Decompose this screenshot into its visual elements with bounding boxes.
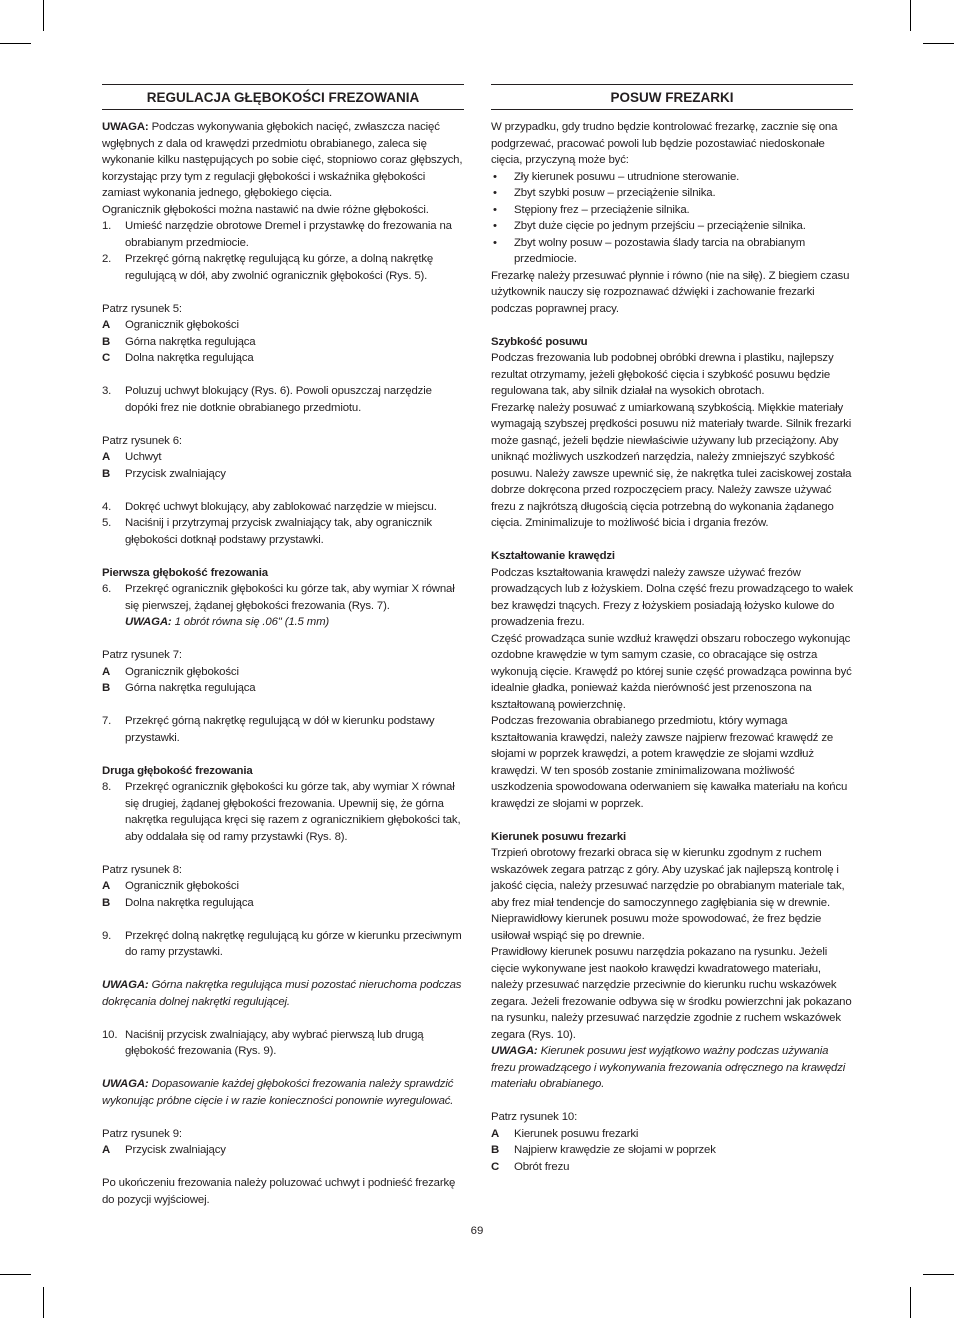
uwaga-text: Podczas wykonywania głębokich nacięć, zwłaszcza nacięć wgłębnych z dala od krawędzi przedmiotu obrabianego, zaleca się wykonanie kilku następujących po sobie cięć, stopniowo coraz głębszych, korzystając przy tym z regulacji głębokości i wskaźnika głębokości zamiast wykonania jednego, głębokiego cięcia. [102, 121, 463, 199]
direction-paragraph-2: Prawidłowy kierunek posuwu narzędzia pokazano na rysunku. Jeżeli cięcie wykonywane jest naokoło krawędzi kwadratowego materiału, należy przesuwać narzędzie przeciwnie do kierunku ruchu wskazówek zegara. Jeżeli frezowanie odbywa się w środku powierzchni jak pokazano na rysunku, należy przesuwać narzędzie zgodnie z ruchem wskazówek zegara (Rys. 10). [491, 946, 852, 1041]
note-upper-nut: UWAGA: Górna nakrętka regulująca musi pozostać nieruchoma podczas dokręcania dolnej nakrętki regulującej. [102, 979, 462, 1008]
subheading-edge-shaping: Kształtowanie krawędzi [491, 550, 615, 562]
closing-paragraph: Po ukończeniu frezowania należy poluzować uchwyt i podnieść frezarkę do pozycji wyjściowej. [102, 1177, 456, 1206]
edge-paragraph-3: Podczas frezowania obrabianego przedmiotu, który wymaga kształtowania krawędzi, należy zawsze najpierw frezować krawędź ze słojami w poprzek krawędzi, a potem krawędzie ze słojami wzdłuż krawędzi. W ten sposób zostanie zminimalizowana możliwość uszkodzenia spowodowana oderwaniem się kawałka materiału na końcu krawędzi ze słojami w poprzek. [491, 715, 848, 810]
speed-paragraph-2: Frezarkę należy posuwać z umiarkowaną szybkością. Miękkie materiały wymagają szybszej prędkości posuwu niż materiały twarde. Silnik frezarki może gasnąć, jeżeli będzie niewłaściwie używany lub przeciążony. Aby uniknąć możliwych uszkodzeń narzędzia, należy zmniejszyć szybkość posuwu. Należy zawsze upewnić się, że nakrętka tulei zaciskowej została dobrze dokręcona przed rozpoczęciem pracy. Należy zawsze używać frezu z najkrótszą długością cięcia potrzebną do wykonania żądanego cięcia. Zminimalizuje to możliwość bicia i drgania frezów. [491, 401, 852, 529]
right-column [491, 84, 853, 1175]
fig10-item-a: A Kierunek posuwu frezarki [491, 1127, 639, 1140]
crop-mark-br-v [910, 1287, 911, 1318]
note-test-cut: UWAGA: Dopasowanie każdej głębokości frezowania należy sprawdzić wykonując próbne cięcie i w razie konieczności ponownie wyregulować. [102, 1078, 454, 1107]
figure-7-ref: Patrz rysunek 7: [102, 649, 182, 661]
figure-6-ref: Patrz rysunek 6: [102, 434, 182, 447]
edge-paragraph-2: Część prowadząca sunie wzdłuż krawędzi obszaru roboczego wykonując ozdobne krawędzie w tym samym czasie, co obracające się ostrza wykonują cięcie. Krawędź po której sunie część prowadząca powinna być idealnie gładka, ponieważ każda nierówność jest przenoszona na kształtowaną powierzchnię. [491, 632, 852, 711]
fig8-item-b: B Dolna nakrętka regulująca [102, 896, 254, 909]
fig7-item-a: A Ogranicznik głębokości [102, 665, 239, 678]
step-3: 3. Poluzuj uchwyt blokujący (Rys. 6). Powoli opuszczaj narzędzie dopóki frez nie dotknie obrabianego przedmiotu. [102, 385, 432, 414]
fig5-item-c: C Dolna nakrętka regulująca [102, 352, 254, 364]
uwaga-label: UWAGA: [102, 121, 149, 133]
subheading-second-depth: Druga głębokość frezowania [102, 764, 253, 777]
left-column [102, 84, 464, 1208]
step-5: 5. Naciśnij i przytrzymaj przycisk zwalniający tak, aby ogranicznik głębokości dotknął podstawy przystawki. [102, 517, 432, 546]
fig5-item-a: A Ogranicznik głębokości [102, 319, 239, 331]
bullet-item: • Zbyt szybki posuw – przeciążenie silnika. [493, 187, 716, 199]
crop-mark-bl-v [43, 1287, 44, 1318]
bullet-item: • Stępiony frez – przeciążenie silnika. [493, 203, 690, 216]
figure-10-ref: Patrz rysunek 10: [491, 1111, 578, 1123]
figure-8-ref: Patrz rysunek 8: [102, 863, 182, 876]
bullet-item: • Zbyt wolny posuw – pozostawia ślady tarcia na obrabianym przedmiocie. [493, 236, 806, 265]
fig6-item-b: B Przycisk zwalniający [102, 467, 226, 480]
page-number: 69 [470, 1225, 484, 1237]
crop-mark-bl-h [0, 1274, 31, 1275]
step-9: 9. Przekręć dolną nakrętkę regulującą ku górze w kierunku przeciwnym do ramy przystawki. [102, 929, 462, 958]
subheading-first-depth: Pierwsza głębokość frezowania [102, 566, 268, 579]
crop-mark-tl-h [0, 43, 31, 44]
section-heading-router-feed: POSUW FREZARKI [491, 84, 853, 110]
fig5-item-b: B Górna nakrętka regulująca [102, 335, 256, 348]
direction-paragraph-1: Trzpień obrotowy frezarki obraca się w kierunku zgodnym z ruchem wskazówek zegara patrząc z góry. Aby uzyskać jak najlepszą kontrolę i jakość cięcia, należy przesuwać narzędzie po obrabianym materiale tak, aby frez miał tendencje do samoczynnego zagłębiania się w drewnie. Nieprawidłowy kierunek posuwu może spowodować, że frez będzie usiłował wspiąć się po drewnie. [491, 847, 845, 942]
step-7: 7. Przekręć górną nakrętkę regulującą w dół w kierunku podstawy przystawki. [102, 715, 435, 744]
feed-intro: W przypadku, gdy trudno będzie kontrolować frezarkę, zacznie się ona podgrzewać, pracować powoli lub będzie pozostawiać niedoskonałe cięcia, przyczyną może być: [491, 121, 838, 166]
uwaga-intro [102, 119, 464, 202]
crop-mark-br-h [923, 1274, 954, 1275]
bullet-item: • Zbyt duże cięcie po jednym przejściu – przeciążenie silnika. [493, 220, 806, 232]
fig9-item-a: A Przycisk zwalniający [102, 1144, 226, 1156]
subheading-feed-direction: Kierunek posuwu frezarki [491, 830, 627, 843]
section-heading-depth-adjustment: REGULACJA GŁĘBOKOŚCI FREZOWANIA [102, 84, 464, 110]
note-feed-direction: UWAGA: Kierunek posuwu jest wyjątkowo ważny podczas używania frezu prowadzącego i wykonywania frezowania odręcznego na krawędzi materiału obrabianego. [491, 1045, 846, 1090]
intro-paragraph: Ogranicznik głębokości można nastawić na dwie różne głębokości. [102, 203, 429, 216]
crop-mark-tr-h [923, 43, 954, 44]
step-1: 1. Umieść narzędzie obrotowe Dremel i przystawkę do frezowania na obrabianym przedmiocie. [102, 220, 452, 249]
figure-5-ref: Patrz rysunek 5: [102, 302, 182, 315]
fig10-item-b: B Najpierw krawędzie ze słojami w poprzek [491, 1144, 716, 1156]
after-bullets-paragraph: Frezarkę należy przesuwać płynnie i równo (nie na siłę). Z biegiem czasu użytkownik nauczy się rozpoznawać dźwięki i zachowanie frezarki podczas poprawnej pracy. [491, 269, 850, 315]
crop-mark-tr-v [910, 0, 911, 31]
step-10: 10. Naciśnij przycisk zwalniający, aby wybrać pierwszą lub drugą głębokość frezowania (Rys. 9). [102, 1028, 424, 1057]
step-6: 6. Przekręć ogranicznik głębokości ku górze tak, aby wymiar X równał się pierwszej, żądanej głębokości frezowania (Rys. 7). UWAGA: 1 obrót równa się .06" (1.5 mm) [102, 583, 455, 628]
figure-9-ref: Patrz rysunek 9: [102, 1127, 182, 1140]
step-8: 8. Przekręć ogranicznik głębokości ku górze tak, aby wymiar X równał się drugiej, żądanej głębokości frezowania. Upewnij się, że górna nakrętka regulująca kręci się razem z ogranicznikiem głębokości tak, aby oddalała się od ramy przystawki (Rys. 8). [102, 781, 461, 843]
bullet-item: • Zły kierunek posuwu – utrudnione sterowanie. [493, 170, 740, 183]
speed-paragraph-1: Podczas frezowania lub podobnej obróbki drewna i plastiku, najlepszy rezultat otrzymamy, jeżeli głębokość cięcia i szybkość posuwu będzie regulowana tak, aby silnik działał na wysokich obrotach. [491, 352, 834, 397]
subheading-feed-speed: Szybkość posuwu [491, 335, 588, 348]
fig6-item-a: A Uchwyt [102, 451, 162, 463]
fig7-item-b: B Górna nakrętka regulująca [102, 682, 256, 694]
fig8-item-a: A Ogranicznik głębokości [102, 880, 239, 892]
fig10-item-c: C Obrót frezu [491, 1160, 570, 1173]
edge-paragraph-1: Podczas kształtowania krawędzi należy zawsze używać frezów prowadzących lub z łożyskiem. Dolna część frezu prowadzącego to wałek bez krawędzi tnących. Frezy z łożyskiem posiadają łożysko kulowe do prowadzenia frezu. [491, 566, 853, 628]
step-2: 2. Przekręć górną nakrętkę regulującą ku górze, a dolną nakrętkę regulującą w dół, aby zwolnić ogranicznik głębokości (Rys. 5). [102, 253, 434, 282]
step-4: 4. Dokręć uchwyt blokujący, aby zablokować narzędzie w miejscu. [102, 500, 437, 513]
crop-mark-tl-v [43, 0, 44, 31]
